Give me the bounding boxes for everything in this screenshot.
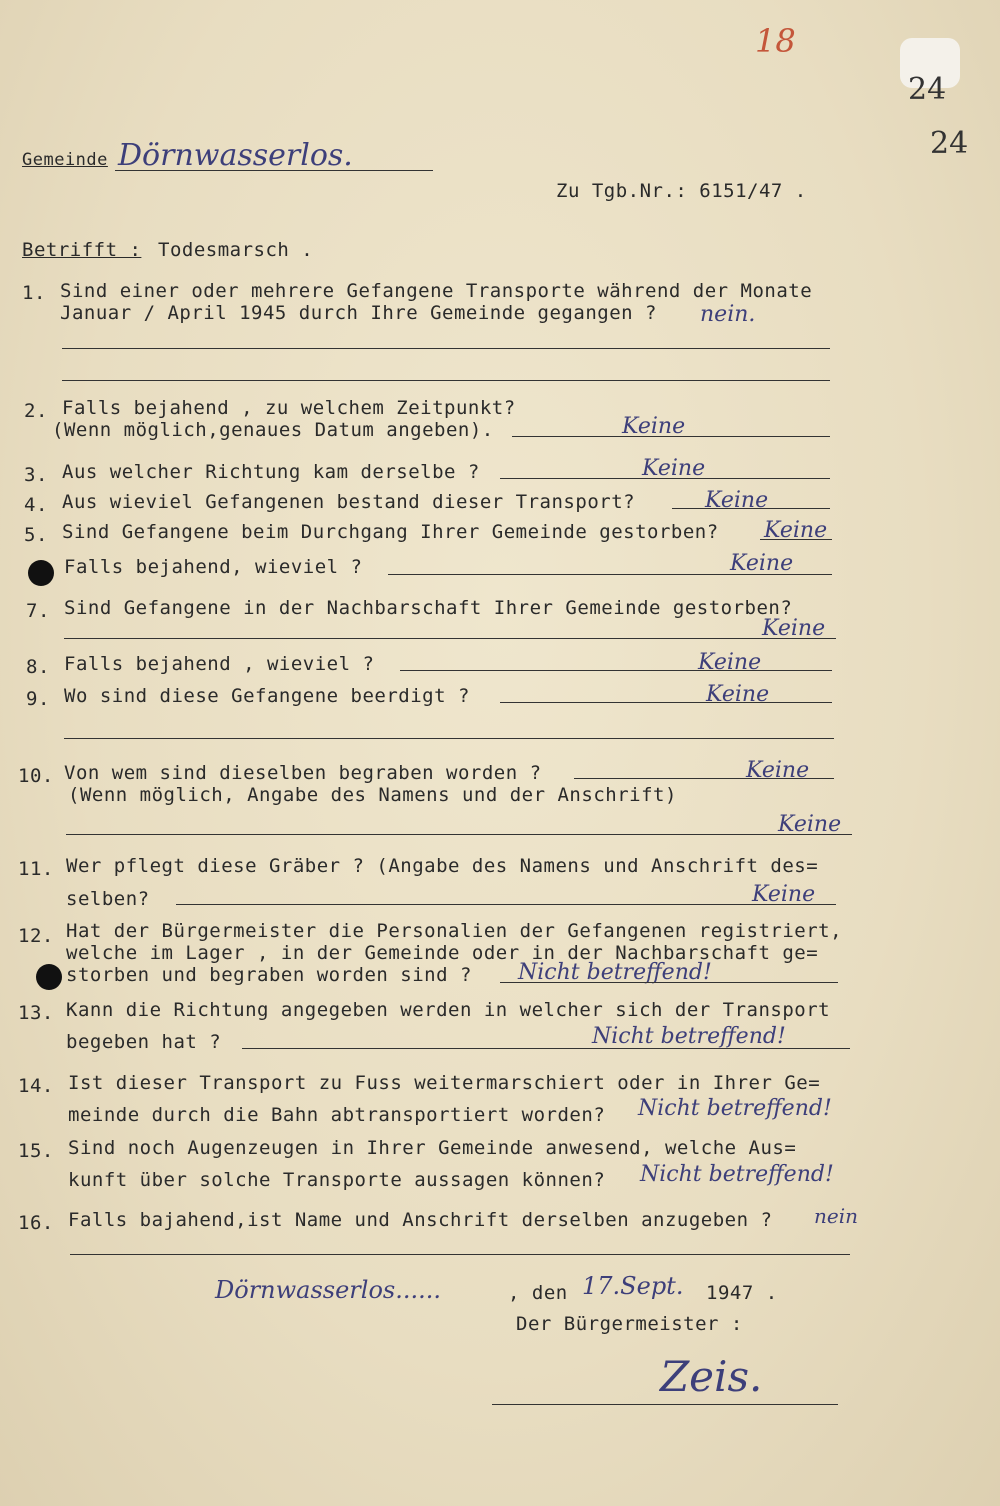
signatory-title: Der Bürgermeister : bbox=[516, 1313, 743, 1335]
red-folio-mark: 18 bbox=[755, 22, 796, 60]
question-number: 15. bbox=[18, 1140, 54, 1162]
question-number: 4. bbox=[24, 494, 48, 516]
answer-handwritten: Keine bbox=[642, 456, 706, 481]
question-text: begeben hat ? bbox=[66, 1031, 222, 1053]
question-text: Falls bejahend , wieviel ? bbox=[64, 653, 375, 675]
betrifft-value: Todesmarsch . bbox=[158, 239, 314, 261]
question-number: 12. bbox=[18, 925, 54, 947]
answer-handwritten: Keine bbox=[752, 882, 816, 907]
answer-line bbox=[500, 702, 832, 703]
question-number: 14. bbox=[18, 1075, 54, 1097]
question-text: (Wenn möglich, Angabe des Namens und der Anschrift) bbox=[68, 784, 677, 806]
answer-handwritten-second: Keine bbox=[778, 812, 842, 837]
answer-handwritten: Keine bbox=[746, 758, 810, 783]
answer-handwritten: Keine bbox=[705, 488, 769, 513]
answer-line bbox=[672, 508, 830, 509]
question-number: 10. bbox=[18, 765, 54, 787]
answer-handwritten: Keine bbox=[706, 682, 770, 707]
question-text: Sind Gefangene beim Durchgang Ihrer Gemeinde gestorben? bbox=[62, 521, 719, 543]
answer-handwritten: Keine bbox=[622, 414, 686, 439]
question-number: 2. bbox=[24, 400, 48, 422]
question-text: (Wenn möglich,genaues Datum angeben). bbox=[52, 419, 494, 441]
answer-handwritten: nein bbox=[814, 1204, 858, 1228]
answer-handwritten: Keine bbox=[762, 616, 826, 641]
answer-handwritten: Keine bbox=[730, 551, 794, 576]
page-number-top: 24 bbox=[908, 72, 947, 107]
answer-line bbox=[500, 982, 838, 983]
answer-handwritten: Nicht betreffend! bbox=[592, 1024, 786, 1049]
answer-handwritten: nein. bbox=[700, 302, 756, 327]
date-label: , den bbox=[508, 1282, 568, 1304]
answer-line bbox=[64, 638, 836, 639]
answer-line bbox=[512, 436, 830, 437]
question-text: Ist dieser Transport zu Fuss weitermarschiert oder in Ihrer Ge= bbox=[68, 1072, 821, 1094]
question-text: meinde durch die Bahn abtransportiert worden? bbox=[68, 1104, 606, 1126]
question-text: Wer pflegt diese Gräber ? (Angabe des Namens und Anschrift des= bbox=[66, 855, 819, 877]
signature: Zeis. bbox=[660, 1352, 763, 1401]
question-number: 3. bbox=[24, 464, 48, 486]
question-text: Januar / April 1945 durch Ihre Gemeinde gegangen ? bbox=[60, 302, 657, 324]
answer-line bbox=[388, 574, 832, 575]
answer-line bbox=[70, 1254, 850, 1255]
answer-line bbox=[176, 904, 836, 905]
answer-handwritten: Nicht betreffend! bbox=[640, 1162, 834, 1187]
gemeinde-handwritten: Dörnwasserlos. bbox=[118, 138, 353, 173]
gemeinde-line bbox=[115, 170, 433, 171]
question-text: Sind einer oder mehrere Gefangene Transporte während der Monate bbox=[60, 280, 813, 302]
answer-handwritten: Nicht betreffend! bbox=[638, 1096, 832, 1121]
page-number-second: 24 bbox=[930, 126, 969, 161]
question-text: storben und begraben worden sind ? bbox=[66, 964, 472, 986]
question-text: Sind Gefangene in der Nachbarschaft Ihrer Gemeinde gestorben? bbox=[64, 597, 793, 619]
punch-hole bbox=[36, 964, 62, 990]
betrifft-label: Betrifft : bbox=[22, 239, 142, 261]
question-text: Falls bejahend , zu welchem Zeitpunkt? bbox=[62, 397, 516, 419]
answer-line bbox=[66, 834, 852, 835]
question-text: Kann die Richtung angegeben werden in welcher sich der Transport bbox=[66, 999, 831, 1021]
answer-handwritten: Keine bbox=[764, 518, 828, 543]
question-number: 8. bbox=[26, 656, 50, 678]
answer-line bbox=[242, 1048, 850, 1049]
answer-line bbox=[760, 539, 832, 540]
question-text: Von wem sind dieselben begraben worden ? bbox=[64, 762, 542, 784]
gemeinde-label: Gemeinde bbox=[22, 150, 108, 170]
question-text: Aus wieviel Gefangenen bestand dieser Transport? bbox=[62, 491, 636, 513]
question-number: 13. bbox=[18, 1002, 54, 1024]
answer-handwritten: Keine bbox=[698, 650, 762, 675]
question-text: Falls bajahend,ist Name und Anschrift derselben anzugeben ? bbox=[68, 1209, 773, 1231]
question-text: welche im Lager , in der Gemeinde oder in der Nachbarschaft ge= bbox=[66, 942, 819, 964]
question-number: 11. bbox=[18, 858, 54, 880]
question-number: 16. bbox=[18, 1212, 54, 1234]
answer-line bbox=[400, 670, 832, 671]
date-year: 1947 . bbox=[706, 1282, 778, 1304]
question-number: 9. bbox=[26, 688, 50, 710]
question-text: Aus welcher Richtung kam derselbe ? bbox=[62, 461, 480, 483]
punch-hole bbox=[28, 560, 54, 586]
answer-line bbox=[62, 380, 830, 381]
question-number: 7. bbox=[26, 600, 50, 622]
question-text: Wo sind diese Gefangene beerdigt ? bbox=[64, 685, 470, 707]
question-text: Falls bejahend, wieviel ? bbox=[64, 556, 363, 578]
answer-line bbox=[574, 778, 834, 779]
question-number: 5. bbox=[24, 524, 48, 546]
signature-line bbox=[492, 1404, 838, 1405]
reference-number: Zu Tgb.Nr.: 6151/47 . bbox=[556, 180, 807, 202]
place-handwritten: Dörnwasserlos...... bbox=[215, 1276, 441, 1304]
answer-line bbox=[64, 738, 834, 739]
question-text: Sind noch Augenzeugen in Ihrer Gemeinde anwesend, welche Aus= bbox=[68, 1137, 797, 1159]
question-number: 1. bbox=[22, 282, 46, 304]
answer-line bbox=[62, 348, 830, 349]
answer-line bbox=[500, 478, 830, 479]
question-text: Hat der Bürgermeister die Personalien der Gefangenen registriert, bbox=[66, 920, 843, 942]
answer-handwritten: Nicht betreffend! bbox=[518, 960, 712, 985]
date-handwritten: 17.Sept. bbox=[582, 1272, 684, 1300]
question-text: selben? bbox=[66, 888, 150, 910]
question-text: kunft über solche Transporte aussagen können? bbox=[68, 1169, 606, 1191]
